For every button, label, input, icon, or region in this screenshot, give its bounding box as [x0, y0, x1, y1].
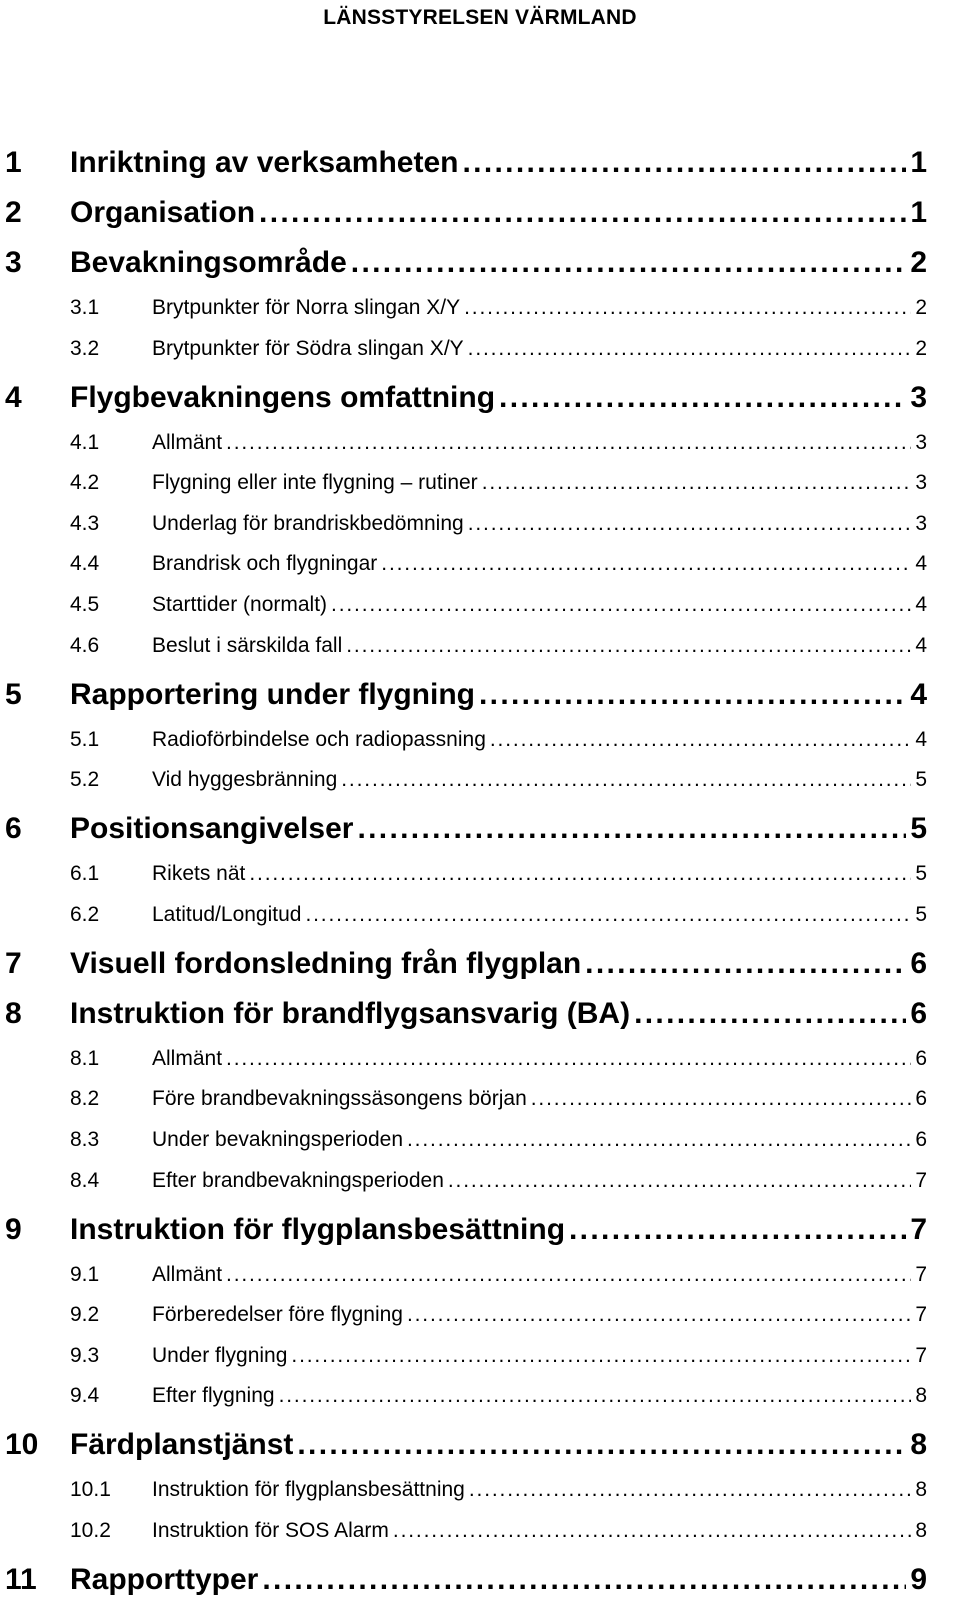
toc-entry-title: Rikets nät	[152, 862, 246, 886]
toc-entry[interactable]	[0, 296, 960, 320]
toc-entry[interactable]	[0, 1047, 960, 1071]
dot-leader	[357, 812, 906, 846]
toc-entry-title: Instruktion för flygplansbesättning	[152, 1478, 465, 1502]
dot-leader	[393, 1519, 911, 1543]
toc-entry-title: Flygbevakningens omfattning	[70, 380, 496, 414]
toc-entry-page: 1	[910, 196, 927, 229]
toc-entry-page: 8	[915, 1478, 927, 1502]
toc-entry[interactable]	[0, 552, 960, 576]
toc-entry-number: 6.1	[70, 862, 100, 886]
toc-entry-title: Under bevakningsperioden	[152, 1128, 404, 1151]
toc-entry-number: 10.2	[70, 1519, 111, 1542]
toc-entry[interactable]	[0, 1478, 960, 1502]
dot-leader	[291, 1344, 911, 1368]
toc-entry-number: 3.2	[70, 336, 100, 360]
toc-entry-number: 8.2	[70, 1087, 100, 1111]
toc-entry[interactable]	[0, 1384, 960, 1408]
toc-entry-page: 6	[910, 946, 927, 980]
toc-entry-number: 11	[5, 1563, 37, 1596]
toc-entry-number: 9.2	[70, 1303, 100, 1327]
toc-entry-number: 9.4	[70, 1384, 100, 1408]
dot-leader	[259, 196, 906, 230]
toc-entry-title: Inriktning av verksamheten	[70, 146, 459, 179]
dot-leader	[585, 947, 906, 981]
toc-entry[interactable]	[0, 947, 960, 981]
toc-entry-page: 5	[915, 902, 927, 926]
toc-entry-page: 4	[915, 727, 927, 751]
toc-entry-title: Visuell fordonsledning från flygplan	[70, 946, 582, 980]
toc-entry-page: 5	[915, 862, 927, 886]
dot-leader	[407, 1303, 911, 1327]
dot-leader	[262, 1563, 906, 1597]
toc-entry-page: 9	[910, 1563, 927, 1596]
toc-entry-title: Vid hyggesbränning	[152, 768, 338, 792]
toc-entry-page: 4	[915, 633, 927, 657]
dot-leader	[226, 431, 911, 455]
dot-leader	[226, 1047, 911, 1071]
toc-entry[interactable]	[0, 1128, 960, 1152]
toc-entry[interactable]	[0, 431, 960, 455]
toc-entry-number: 1	[5, 146, 22, 179]
toc-entry-title: Efter flygning	[152, 1384, 275, 1408]
toc-entry[interactable]	[0, 1519, 960, 1543]
toc-entry-page: 4	[915, 552, 927, 576]
toc-entry-number: 5.2	[70, 768, 100, 792]
dot-leader	[499, 381, 906, 415]
toc-entry[interactable]	[0, 246, 960, 280]
toc-entry-title: Brytpunkter för Södra slingan X/Y	[152, 336, 464, 360]
toc-entry-title: Färdplanstjänst	[70, 1428, 294, 1462]
toc-entry-page: 3	[915, 430, 927, 454]
toc-entry-title: Förberedelser före flygning	[152, 1303, 403, 1327]
dot-leader	[226, 1263, 911, 1287]
toc-entry-title: Beslut i särskilda fall	[152, 633, 343, 657]
toc-entry[interactable]	[0, 903, 960, 927]
toc-entry-title: Under flygning	[152, 1343, 288, 1367]
toc-entry-number: 5	[5, 677, 22, 711]
toc-entry-page: 4	[915, 593, 927, 616]
toc-entry-number: 4.3	[70, 511, 100, 535]
toc-entry-page: 5	[915, 768, 927, 792]
toc-entry[interactable]	[0, 337, 960, 361]
toc-entry[interactable]	[0, 1087, 960, 1111]
toc-entry-page: 3	[915, 471, 927, 495]
toc-entry-number: 10	[5, 1428, 39, 1462]
toc-entry-number: 2	[5, 196, 22, 229]
toc-entry[interactable]	[0, 1213, 960, 1247]
dot-leader	[381, 552, 911, 576]
toc-entry-title: Positionsangivelser	[70, 812, 354, 846]
toc-entry-number: 9	[5, 1212, 22, 1246]
dot-leader	[479, 678, 906, 712]
toc-entry-title: Instruktion för flygplansbesättning	[70, 1212, 566, 1246]
toc-entry-title: Flygning eller inte flygning – rutiner	[152, 471, 478, 495]
toc-entry-page: 7	[910, 1212, 927, 1246]
toc-entry[interactable]	[0, 812, 960, 846]
toc-entry-number: 6.2	[70, 902, 100, 926]
toc-entry-page: 4	[910, 677, 927, 711]
toc-entry[interactable]	[0, 1428, 960, 1462]
toc-entry-page: 8	[915, 1384, 927, 1408]
toc-entry-title: Allmänt	[152, 430, 223, 454]
toc-entry-title: Efter brandbevakningsperioden	[152, 1168, 444, 1192]
toc-entry-number: 4.4	[70, 552, 100, 576]
dot-leader	[297, 1428, 906, 1462]
toc-entry-title: Radioförbindelse och radiopassning	[152, 727, 486, 751]
toc-entry-number: 6	[5, 812, 22, 846]
toc-entry[interactable]	[0, 728, 960, 752]
dot-leader	[305, 903, 911, 927]
toc-entry-page: 1	[910, 146, 927, 179]
toc-entry-title: Starttider (normalt)	[152, 593, 328, 616]
toc-entry-number: 9.1	[70, 1262, 100, 1286]
toc-entry-number: 9.3	[70, 1343, 100, 1367]
toc-entry[interactable]	[0, 381, 960, 415]
toc-entry-page: 3	[910, 380, 927, 414]
toc-entry-page: 6	[915, 1087, 927, 1111]
toc-entry[interactable]	[0, 1169, 960, 1193]
toc-entry-page: 2	[915, 336, 927, 360]
page-header: LÄNSSTYRELSEN VÄRMLAND	[323, 6, 637, 29]
dot-leader	[490, 728, 911, 752]
dot-leader	[279, 1384, 912, 1408]
toc-entry[interactable]	[0, 146, 960, 180]
toc-entry-title: Brandrisk och flygningar	[152, 552, 378, 576]
toc-entry-number: 8.3	[70, 1128, 100, 1151]
toc-entry[interactable]	[0, 1344, 960, 1368]
toc-entry-page: 6	[915, 1046, 927, 1070]
toc-entry[interactable]	[0, 593, 960, 617]
dot-leader	[634, 997, 906, 1031]
toc-entry-page: 8	[915, 1519, 927, 1542]
toc-entry[interactable]	[0, 678, 960, 712]
toc-entry[interactable]	[0, 768, 960, 792]
toc-entry-page: 3	[915, 511, 927, 535]
toc-entry-page: 2	[915, 296, 927, 319]
toc-entry[interactable]	[0, 1263, 960, 1287]
toc-entry-number: 10.1	[70, 1478, 111, 1502]
toc-entry-title: Organisation	[70, 196, 256, 229]
toc-entry-title: Rapporttyper	[70, 1563, 259, 1596]
dot-leader	[341, 768, 911, 792]
toc-entry-number: 5.1	[70, 727, 100, 751]
toc-entry-page: 7	[915, 1168, 927, 1192]
toc-entry[interactable]	[0, 1303, 960, 1327]
toc-entry-page: 7	[915, 1262, 927, 1286]
toc-entry-page: 6	[910, 996, 927, 1030]
dot-leader	[249, 862, 911, 886]
dot-leader	[468, 337, 912, 361]
toc-entry-page: 8	[910, 1428, 927, 1462]
toc-entry[interactable]	[0, 997, 960, 1031]
toc-entry-page: 7	[915, 1343, 927, 1367]
toc-entry[interactable]	[0, 862, 960, 886]
dot-leader	[464, 296, 911, 320]
toc-entry-number: 8.1	[70, 1046, 100, 1070]
toc-entry-number: 3.1	[70, 296, 100, 319]
toc-entry-number: 7	[5, 946, 22, 980]
toc-entry-number: 4.2	[70, 471, 100, 495]
toc-entry-page: 5	[910, 812, 927, 846]
toc-entry[interactable]	[0, 512, 960, 536]
toc-entry-number: 8.4	[70, 1168, 100, 1192]
toc-entry-page: 2	[910, 246, 927, 279]
toc-entry-number: 3	[5, 246, 22, 279]
toc-entry[interactable]	[0, 196, 960, 230]
dot-leader	[448, 1169, 911, 1193]
toc-entry-title: Bevakningsområde	[70, 246, 347, 279]
toc-entry-title: Före brandbevakningssäsongens början	[152, 1087, 527, 1111]
toc-entry[interactable]	[0, 1563, 960, 1597]
toc-entry-title: Allmänt	[152, 1262, 223, 1286]
toc-entry[interactable]	[0, 634, 960, 658]
toc-entry-number: 8	[5, 996, 22, 1030]
toc-entry-title: Brytpunkter för Norra slingan X/Y	[152, 296, 461, 319]
toc-entry-number: 4	[5, 380, 22, 414]
dot-leader	[346, 634, 911, 658]
dot-leader	[569, 1213, 906, 1247]
dot-leader	[351, 246, 907, 280]
toc-entry-number: 4.6	[70, 633, 100, 657]
dot-leader	[331, 593, 911, 617]
toc-entry-page: 7	[915, 1303, 927, 1327]
dot-leader	[469, 1478, 911, 1502]
dot-leader	[462, 146, 906, 180]
toc-entry-title: Instruktion för SOS Alarm	[152, 1519, 389, 1542]
toc-entry-title: Latitud/Longitud	[152, 902, 302, 926]
dot-leader	[407, 1128, 911, 1152]
dot-leader	[482, 471, 912, 495]
toc-entry-number: 4.1	[70, 430, 100, 454]
toc-entry-number: 4.5	[70, 593, 100, 616]
toc-entry-page: 6	[915, 1128, 927, 1151]
dot-leader	[531, 1087, 912, 1111]
toc-entry-title: Underlag för brandriskbedömning	[152, 511, 464, 535]
toc-entry-title: Allmänt	[152, 1046, 223, 1070]
dot-leader	[468, 512, 912, 536]
toc-entry-title: Instruktion för brandflygsansvarig (BA)	[70, 996, 631, 1030]
toc-entry[interactable]	[0, 471, 960, 495]
toc-entry-title: Rapportering under flygning	[70, 677, 475, 711]
